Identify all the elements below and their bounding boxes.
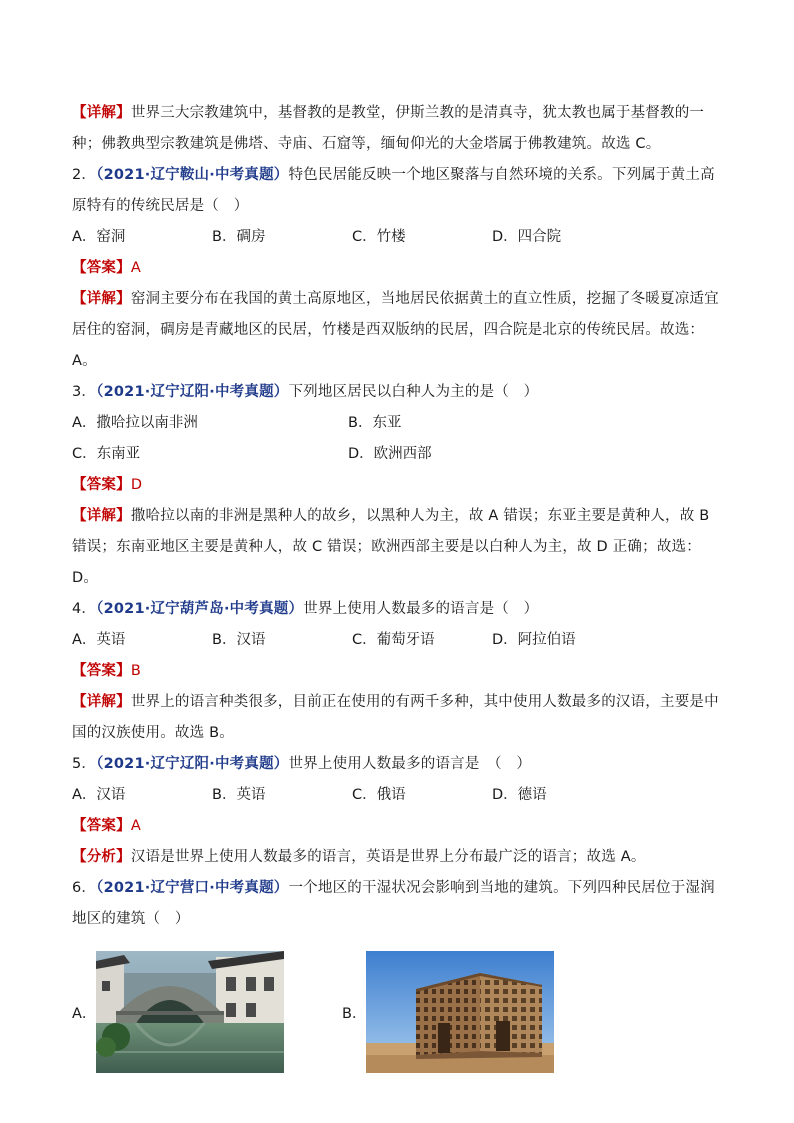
q3-detail-text: 撒哈拉以南的非洲是黑种人的故乡，以黑种人为主，故 A 错误；东亚主要是黄种人，故 B 错误；东南亚地区主要是黄种人，故 C 错误；欧洲西部主要是以白种人为主，故 D 正确；故选：D。 [72, 508, 710, 586]
q5-answer-value: A [130, 818, 141, 834]
q3-answer-tag: 【答案】 [72, 477, 131, 493]
q1-detail-tag: 【详解】 [72, 105, 131, 121]
q5-number: 5． [72, 756, 97, 772]
q2-detail-text: 窑洞主要分布在我国的黄土高原地区，当地居民依据黄土的直立性质，挖掘了冬暖夏凉适宜居住的窑洞，碉房是青藏地区的民居，竹楼是西双版纳的民居，四合院是北京的传统民居。故选：A。 [72, 291, 719, 369]
q6-option-a [72, 951, 284, 1073]
q3-option-a: A．撒哈拉以南非洲 [72, 415, 198, 431]
q3-options-row1 [72, 408, 724, 439]
q4-options [72, 625, 724, 656]
q5-analysis-tag: 【分析】 [72, 849, 131, 865]
q4-detail-text: 世界上的语言种类很多，目前正在使用的有两千多种，其中使用人数最多的汉语，主要是中国的汉族使用。故选 B。 [72, 694, 719, 741]
q2-source: （2021·辽宁鞍山·中考真题） [96, 167, 289, 183]
q5-stem [72, 749, 724, 780]
q6-source: （2021·辽宁营口·中考真题） [96, 880, 289, 896]
q3-detail-tag: 【详解】 [72, 508, 131, 524]
q4-stem [72, 594, 724, 625]
q2-option-b: B．碉房 [212, 229, 266, 245]
q3-stem [72, 377, 724, 408]
q4-answer-tag: 【答案】 [72, 663, 131, 679]
q2-stem-text: 特色民居能反映一个地区聚落与自然环境的关系。下列属于黄土高原特有的传统民居是（ ） [72, 167, 715, 214]
q4-option-d: D．阿拉伯语 [492, 632, 576, 648]
q6-option-b [342, 951, 554, 1073]
q6-stem-text: 一个地区的干湿状况会影响到当地的建筑。下列四种民居位于湿润地区的建筑（ ） [72, 880, 715, 927]
q3-number: 3． [72, 384, 97, 400]
q5-answer-tag: 【答案】 [72, 818, 131, 834]
q1-detail-text: 世界三大宗教建筑中，基督教的是教堂，伊斯兰教的是清真寺，犹太教也属于基督教的一种；佛教典型宗教建筑是佛塔、寺庙、石窟等，缅甸仰光的大金塔属于佛教建筑。故选 C。 [72, 105, 705, 152]
q6-number: 6． [72, 880, 97, 896]
q5-answer [72, 811, 724, 842]
q4-option-c: C．葡萄牙语 [352, 632, 435, 648]
q4-answer [72, 656, 724, 687]
q3-options-row2 [72, 439, 724, 470]
q5-source: （2021·辽宁辽阳·中考真题） [96, 756, 289, 772]
q4-option-b: B．汉语 [212, 632, 266, 648]
q5-options [72, 780, 724, 811]
q2-option-d: D．四合院 [492, 229, 562, 245]
q2-answer-tag: 【答案】 [72, 260, 131, 276]
q3-answer [72, 470, 724, 501]
q3-stem-text: 下列地区居民以白种人为主的是（ ） [288, 384, 539, 400]
q2-detail [72, 284, 724, 377]
q1-detail [72, 98, 724, 160]
q2-options [72, 222, 724, 253]
q2-number: 2． [72, 167, 97, 183]
q5-analysis [72, 842, 724, 873]
page-content [72, 98, 724, 1073]
q4-stem-text: 世界上使用人数最多的语言是（ ） [303, 601, 539, 617]
q2-detail-tag: 【详解】 [72, 291, 131, 307]
q3-option-b: B．东亚 [348, 415, 402, 431]
q5-option-a: A．汉语 [72, 787, 126, 803]
q6-image-options [72, 951, 724, 1073]
desert-adobe-house-photo [366, 951, 554, 1073]
q2-answer [72, 253, 724, 284]
q5-option-b: B．英语 [212, 787, 266, 803]
q4-option-a: A．英语 [72, 632, 126, 648]
q2-stem [72, 160, 724, 222]
q5-option-d: D．德语 [492, 787, 547, 803]
q3-detail [72, 501, 724, 594]
q5-stem-text: 世界上使用人数最多的语言是 （ ） [288, 756, 532, 772]
q3-source: （2021·辽宁辽阳·中考真题） [96, 384, 289, 400]
q3-option-d: D．欧洲西部 [348, 446, 432, 462]
q4-source: （2021·辽宁葫芦岛·中考真题） [96, 601, 304, 617]
q6-stem [72, 873, 724, 935]
q4-number: 4． [72, 601, 97, 617]
q4-answer-value: B [130, 663, 141, 679]
q6-option-b-label: B． [342, 1005, 367, 1022]
q5-option-c: C．俄语 [352, 787, 406, 803]
q2-option-c: C．竹楼 [352, 229, 406, 245]
q3-option-c: C．东南亚 [72, 446, 141, 462]
q4-detail [72, 687, 724, 749]
q4-detail-tag: 【详解】 [72, 694, 131, 710]
q2-option-a: A．窑洞 [72, 229, 126, 245]
water-town-bridge-photo [96, 951, 284, 1073]
q6-option-a-label: A． [72, 1005, 97, 1022]
q2-answer-value: A [130, 260, 141, 276]
q3-answer-value: D [130, 477, 143, 493]
q5-analysis-text: 汉语是世界上使用人数最多的语言，英语是世界上分布最广泛的语言；故选 A。 [130, 849, 646, 865]
